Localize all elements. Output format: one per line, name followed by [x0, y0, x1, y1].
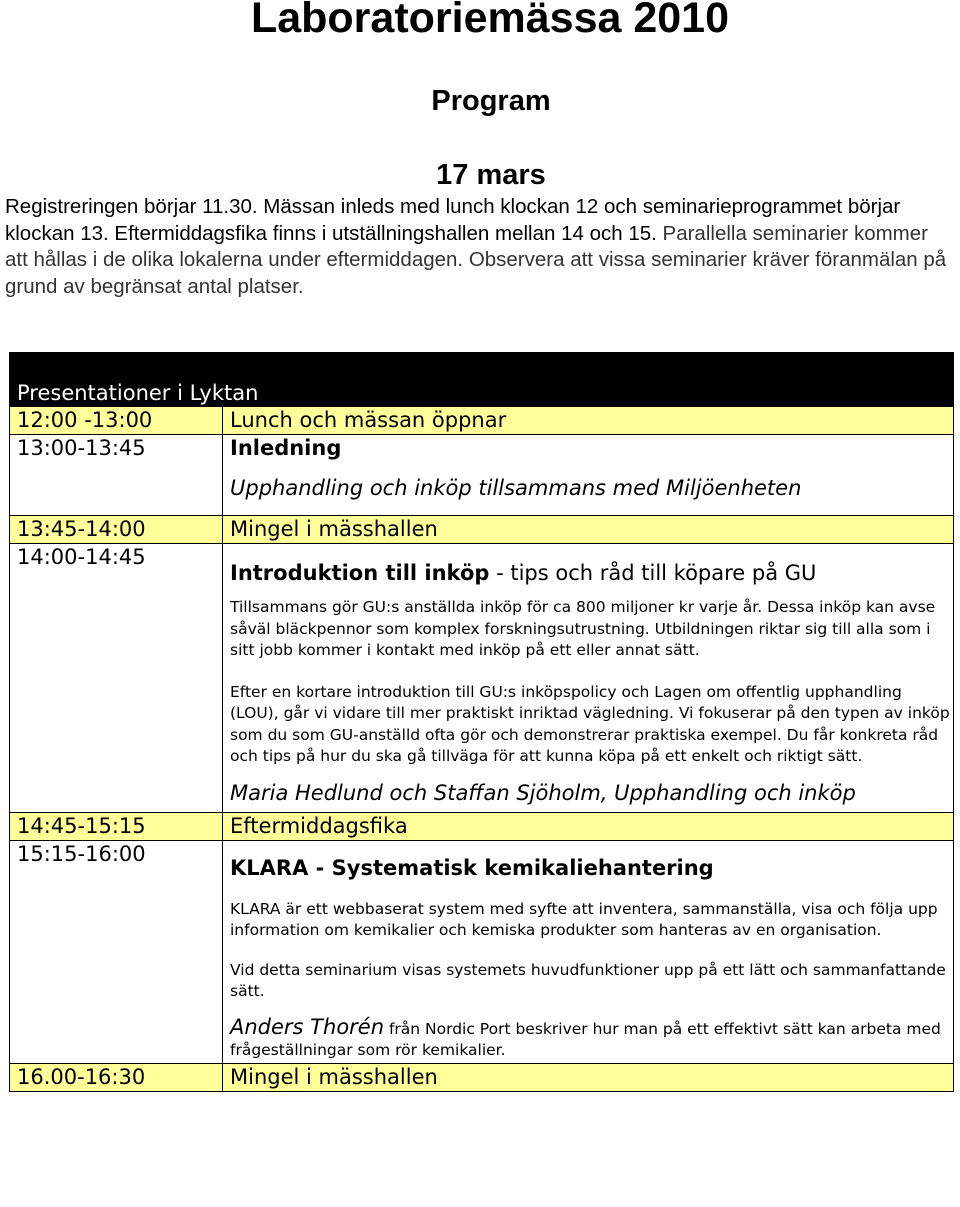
session-speaker: Maria Hedlund och Staffan Sjöholm, Upphandling och inköp [230, 780, 856, 805]
row-time: 12:00 -13:00 [10, 407, 223, 435]
table-row [10, 516, 954, 544]
table-row [10, 544, 954, 813]
table-header: Presentationer i Lyktan [10, 380, 954, 407]
session-title-bold: Introduktion till inköp [230, 561, 490, 585]
session-description: KLARA är ett webbaserat system med syfte att inventera, sammanställa, visa och följa upp information om kemikalier och kemiska produkter som hanteras av en organisation. [230, 899, 938, 939]
speaker-description: från Nordic Port beskriver hur man på ett effektivt sätt kan arbeta med frågeställningar som rör kemikalier. [230, 1019, 941, 1059]
table-row [10, 840, 954, 1063]
date-heading: 17 mars [436, 159, 546, 191]
row-time: 13:00-13:45 [10, 435, 223, 516]
session-description: Efter en kortare introduktion till GU:s inköpspolicy och Lagen om offentlig upphandling (LOU), går vi vidare till mer praktiskt inriktad vägledning. Vi fokuserar på den typen av inköp som du som GU-anställd ofta gör och demonstrerar praktiska exempel. Du får konkreta råd och tips på hur du ska gå tillväga för att kunna köpa på ett enkelt och riktigt sätt. [230, 682, 950, 765]
session-title: KLARA - Systematisk kemikaliehantering [230, 855, 714, 880]
intro-part-1: Registreringen börjar 11.30. Mässan inleds med lunch klockan 12 och seminarieprogrammet börjar klockan 13. Eftermiddagsfika finns i utställningshallen mellan 14 och 15. [5, 195, 901, 245]
row-time: 13:45-14:00 [10, 516, 223, 544]
intro-paragraph [5, 194, 955, 300]
session-subtitle: Upphandling och inköp tillsammans med Miljöenheten [230, 476, 802, 500]
row-content [223, 435, 954, 516]
table-row [10, 407, 954, 435]
row-title: Mingel i mässhallen [223, 516, 954, 544]
table-row [10, 812, 954, 840]
speaker-name: Anders Thorén [230, 1014, 385, 1039]
row-title: Lunch och mässan öppnar [223, 407, 954, 435]
session-description: Tillsammans gör GU:s anställda inköp för ca 800 miljoner kr varje år. Dessa inköp kan avse såväl bläckpennor som komplex forskningsutrustning. Utbildningen riktar sig till alla som i sitt jobb kommer i kontakt med inköp på ett eller annat sätt. [230, 598, 936, 659]
session-title-rest: - tips och råd till köpare på GU [489, 561, 817, 585]
row-time: 14:45-15:15 [10, 812, 223, 840]
table-top-bar [10, 353, 954, 380]
row-content [223, 544, 954, 813]
session-title [230, 560, 953, 587]
page-title: Laboratoriemässa 2010 [250, 0, 730, 42]
program-heading: Program [431, 85, 551, 117]
row-title: Eftermiddagsfika [223, 812, 954, 840]
session-title: Inledning [230, 436, 342, 460]
table-row [10, 435, 954, 516]
table-row [10, 1063, 954, 1091]
row-time: 15:15-16:00 [10, 840, 223, 1063]
row-title: Mingel i mässhallen [223, 1063, 954, 1091]
row-time: 16.00-16:30 [10, 1063, 223, 1091]
row-content [223, 840, 954, 1063]
session-speaker [230, 1014, 953, 1062]
table-header-row [10, 380, 954, 407]
row-time: 14:00-14:45 [10, 544, 223, 813]
intro-part-2: Parallella seminarier kommer att hållas i de olika lokalerna under eftermiddagen. Observera att vissa seminarier kräver föranmälan på grund av begränsat antal platser. [5, 221, 947, 298]
session-description: Vid detta seminarium visas systemets huvudfunktioner upp på ett lätt och sammanfattande sätt. [230, 960, 946, 1000]
schedule-table [9, 352, 954, 1092]
